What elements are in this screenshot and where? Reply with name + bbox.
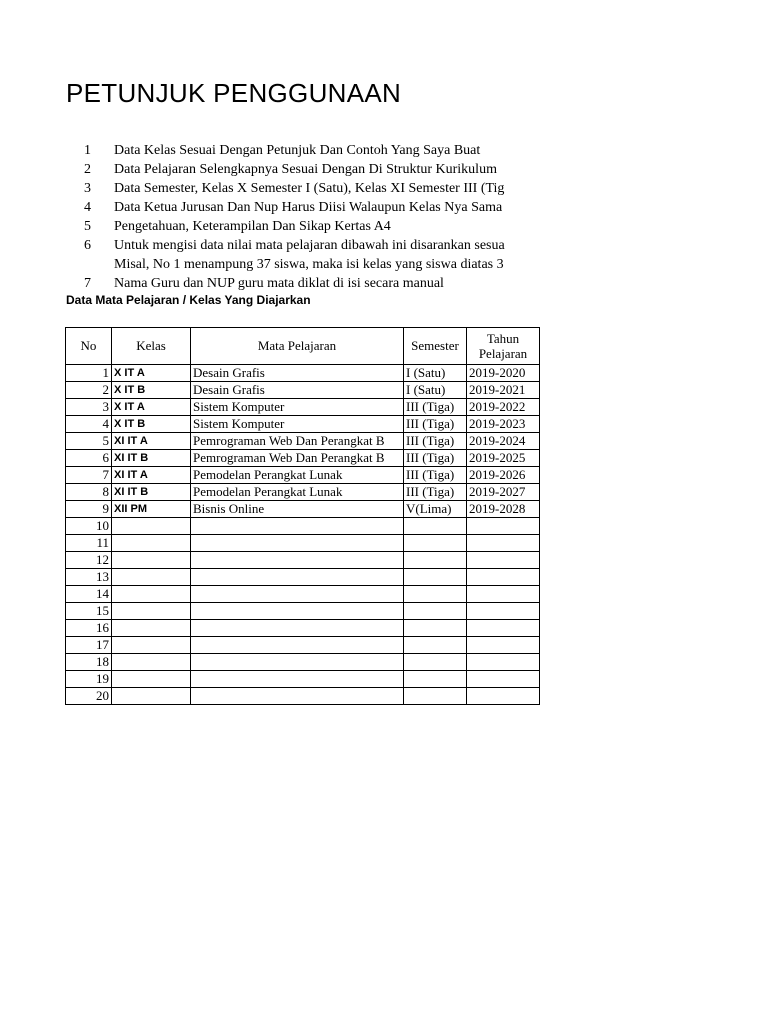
cell-kelas[interactable] bbox=[112, 671, 191, 688]
instruction-number: 3 bbox=[84, 181, 91, 196]
cell-tahun-pelajaran[interactable] bbox=[467, 535, 540, 552]
cell-no[interactable]: 6 bbox=[66, 450, 112, 467]
cell-tahun-pelajaran[interactable] bbox=[467, 552, 540, 569]
cell-tahun-pelajaran[interactable]: 2019-2023 bbox=[467, 416, 540, 433]
cell-kelas[interactable]: XI IT A bbox=[112, 433, 191, 450]
header-kelas: Kelas bbox=[112, 328, 191, 365]
cell-no[interactable]: 2 bbox=[66, 382, 112, 399]
cell-mata-pelajaran[interactable] bbox=[191, 688, 404, 705]
cell-semester[interactable]: III (Tiga) bbox=[404, 467, 467, 484]
header-semester: Semester bbox=[404, 328, 467, 365]
cell-tahun-pelajaran[interactable]: 2019-2020 bbox=[467, 365, 540, 382]
header-tahun-pelajaran bbox=[467, 328, 540, 365]
instruction-text: Pengetahuan, Keterampilan Dan Sikap Kertas A4 bbox=[114, 219, 391, 234]
cell-no[interactable]: 18 bbox=[66, 654, 112, 671]
table-body bbox=[66, 365, 540, 705]
cell-kelas[interactable] bbox=[112, 518, 191, 535]
cell-kelas[interactable]: XI IT B bbox=[112, 450, 191, 467]
cell-semester[interactable]: III (Tiga) bbox=[404, 416, 467, 433]
cell-tahun-pelajaran[interactable]: 2019-2028 bbox=[467, 501, 540, 518]
cell-kelas[interactable]: XI IT A bbox=[112, 467, 191, 484]
cell-semester[interactable] bbox=[404, 620, 467, 637]
table-caption: Data Mata Pelajaran / Kelas Yang Diajarkan bbox=[66, 293, 311, 307]
cell-tahun-pelajaran[interactable] bbox=[467, 637, 540, 654]
cell-mata-pelajaran[interactable] bbox=[191, 620, 404, 637]
cell-tahun-pelajaran[interactable] bbox=[467, 586, 540, 603]
table-row bbox=[66, 399, 540, 416]
table-row bbox=[66, 365, 540, 382]
cell-semester[interactable] bbox=[404, 535, 467, 552]
cell-semester[interactable] bbox=[404, 603, 467, 620]
header-tahun-line2: Pelajaran bbox=[478, 346, 528, 361]
cell-no[interactable]: 9 bbox=[66, 501, 112, 518]
instruction-text: Data Ketua Jurusan Dan Nup Harus Diisi Walaupun Kelas Nya Sama bbox=[114, 200, 503, 215]
cell-semester[interactable] bbox=[404, 552, 467, 569]
table-row bbox=[66, 671, 540, 688]
cell-semester[interactable]: I (Satu) bbox=[404, 365, 467, 382]
cell-tahun-pelajaran[interactable] bbox=[467, 620, 540, 637]
table-row bbox=[66, 586, 540, 603]
cell-kelas[interactable] bbox=[112, 586, 191, 603]
cell-mata-pelajaran[interactable]: Desain Grafis bbox=[191, 365, 404, 382]
table-row bbox=[66, 433, 540, 450]
cell-tahun-pelajaran[interactable] bbox=[467, 654, 540, 671]
table-row bbox=[66, 535, 540, 552]
instruction-number: 4 bbox=[84, 200, 91, 215]
cell-tahun-pelajaran[interactable] bbox=[467, 518, 540, 535]
cell-kelas[interactable] bbox=[112, 620, 191, 637]
cell-no[interactable]: 4 bbox=[66, 416, 112, 433]
cell-no[interactable]: 17 bbox=[66, 637, 112, 654]
cell-kelas[interactable]: X IT A bbox=[112, 399, 191, 416]
table-row bbox=[66, 382, 540, 399]
header-mata-pelajaran: Mata Pelajaran bbox=[191, 328, 404, 365]
cell-no[interactable]: 14 bbox=[66, 586, 112, 603]
table-row bbox=[66, 518, 540, 535]
subject-table bbox=[65, 327, 540, 705]
cell-kelas[interactable] bbox=[112, 552, 191, 569]
cell-kelas[interactable] bbox=[112, 637, 191, 654]
cell-tahun-pelajaran[interactable]: 2019-2024 bbox=[467, 433, 540, 450]
cell-kelas[interactable] bbox=[112, 688, 191, 705]
cell-tahun-pelajaran[interactable] bbox=[467, 671, 540, 688]
cell-kelas[interactable] bbox=[112, 654, 191, 671]
cell-semester[interactable]: III (Tiga) bbox=[404, 450, 467, 467]
cell-no[interactable]: 19 bbox=[66, 671, 112, 688]
cell-mata-pelajaran[interactable] bbox=[191, 637, 404, 654]
instruction-text: Data Kelas Sesuai Dengan Petunjuk Dan Contoh Yang Saya Buat bbox=[114, 143, 481, 158]
cell-mata-pelajaran[interactable] bbox=[191, 671, 404, 688]
table-row bbox=[66, 467, 540, 484]
table-header-row bbox=[66, 328, 540, 365]
cell-kelas[interactable]: X IT B bbox=[112, 416, 191, 433]
cell-mata-pelajaran[interactable] bbox=[191, 552, 404, 569]
cell-semester[interactable] bbox=[404, 518, 467, 535]
cell-tahun-pelajaran[interactable]: 2019-2026 bbox=[467, 467, 540, 484]
cell-tahun-pelajaran[interactable]: 2019-2025 bbox=[467, 450, 540, 467]
cell-no[interactable]: 1 bbox=[66, 365, 112, 382]
cell-no[interactable]: 3 bbox=[66, 399, 112, 416]
cell-mata-pelajaran[interactable] bbox=[191, 518, 404, 535]
cell-semester[interactable] bbox=[404, 654, 467, 671]
instruction-number: 7 bbox=[84, 276, 91, 291]
cell-semester[interactable] bbox=[404, 671, 467, 688]
cell-mata-pelajaran[interactable]: Pemrograman Web Dan Perangkat B bbox=[191, 433, 404, 450]
cell-kelas[interactable]: XI IT B bbox=[112, 484, 191, 501]
cell-no[interactable]: 10 bbox=[66, 518, 112, 535]
cell-tahun-pelajaran[interactable] bbox=[467, 688, 540, 705]
table-row bbox=[66, 654, 540, 671]
header-no: No bbox=[66, 328, 112, 365]
instruction-text: Data Pelajaran Selengkapnya Sesuai Dengan Di Struktur Kurikulum bbox=[114, 162, 497, 177]
cell-tahun-pelajaran[interactable]: 2019-2022 bbox=[467, 399, 540, 416]
table-row bbox=[66, 688, 540, 705]
table-row bbox=[66, 484, 540, 501]
cell-semester[interactable]: V(Lima) bbox=[404, 501, 467, 518]
cell-mata-pelajaran[interactable]: Desain Grafis bbox=[191, 382, 404, 399]
cell-no[interactable]: 8 bbox=[66, 484, 112, 501]
instruction-text: Misal, No 1 menampung 37 siswa, maka isi kelas yang siswa diatas 3 bbox=[114, 257, 504, 272]
cell-semester[interactable] bbox=[404, 637, 467, 654]
cell-kelas[interactable] bbox=[112, 603, 191, 620]
cell-semester[interactable]: III (Tiga) bbox=[404, 433, 467, 450]
cell-semester[interactable]: I (Satu) bbox=[404, 382, 467, 399]
cell-semester[interactable]: III (Tiga) bbox=[404, 484, 467, 501]
table-row bbox=[66, 450, 540, 467]
page-title: PETUNJUK PENGGUNAAN bbox=[66, 78, 402, 108]
cell-no[interactable]: 16 bbox=[66, 620, 112, 637]
cell-mata-pelajaran[interactable]: Bisnis Online bbox=[191, 501, 404, 518]
table-row bbox=[66, 552, 540, 569]
cell-mata-pelajaran[interactable] bbox=[191, 569, 404, 586]
cell-kelas[interactable] bbox=[112, 569, 191, 586]
instruction-text: Data Semester, Kelas X Semester I (Satu), Kelas XI Semester III (Tig bbox=[114, 181, 505, 196]
cell-tahun-pelajaran[interactable]: 2019-2021 bbox=[467, 382, 540, 399]
cell-tahun-pelajaran[interactable]: 2019-2027 bbox=[467, 484, 540, 501]
cell-semester[interactable] bbox=[404, 586, 467, 603]
table-row bbox=[66, 416, 540, 433]
cell-kelas[interactable] bbox=[112, 535, 191, 552]
cell-no[interactable]: 13 bbox=[66, 569, 112, 586]
cell-no[interactable]: 12 bbox=[66, 552, 112, 569]
cell-mata-pelajaran[interactable] bbox=[191, 535, 404, 552]
cell-tahun-pelajaran[interactable] bbox=[467, 603, 540, 620]
cell-semester[interactable] bbox=[404, 569, 467, 586]
cell-no[interactable]: 20 bbox=[66, 688, 112, 705]
cell-kelas[interactable]: XII PM bbox=[112, 501, 191, 518]
cell-mata-pelajaran[interactable]: Pemodelan Perangkat Lunak bbox=[191, 484, 404, 501]
instruction-number: 5 bbox=[84, 219, 91, 234]
table-row bbox=[66, 637, 540, 654]
cell-kelas[interactable]: X IT B bbox=[112, 382, 191, 399]
cell-semester[interactable] bbox=[404, 688, 467, 705]
cell-no[interactable]: 11 bbox=[66, 535, 112, 552]
table-row bbox=[66, 620, 540, 637]
cell-mata-pelajaran[interactable] bbox=[191, 603, 404, 620]
instruction-text: Nama Guru dan NUP guru mata diklat di isi secara manual bbox=[114, 276, 444, 291]
instruction-number: 1 bbox=[84, 143, 91, 158]
cell-mata-pelajaran[interactable] bbox=[191, 586, 404, 603]
instruction-number: 6 bbox=[84, 238, 91, 253]
cell-mata-pelajaran[interactable]: Pemodelan Perangkat Lunak bbox=[191, 467, 404, 484]
instruction-text: Untuk mengisi data nilai mata pelajaran dibawah ini disarankan sesua bbox=[114, 238, 505, 253]
cell-mata-pelajaran[interactable] bbox=[191, 654, 404, 671]
instruction-number: 2 bbox=[84, 162, 91, 177]
cell-semester[interactable]: III (Tiga) bbox=[404, 399, 467, 416]
header-tahun-line1: Tahun bbox=[486, 331, 520, 346]
cell-mata-pelajaran[interactable]: Pemrograman Web Dan Perangkat B bbox=[191, 450, 404, 467]
cell-no[interactable]: 5 bbox=[66, 433, 112, 450]
cell-mata-pelajaran[interactable]: Sistem Komputer bbox=[191, 399, 404, 416]
cell-no[interactable]: 7 bbox=[66, 467, 112, 484]
table-row bbox=[66, 603, 540, 620]
cell-tahun-pelajaran[interactable] bbox=[467, 569, 540, 586]
cell-no[interactable]: 15 bbox=[66, 603, 112, 620]
table-row bbox=[66, 569, 540, 586]
cell-mata-pelajaran[interactable]: Sistem Komputer bbox=[191, 416, 404, 433]
cell-kelas[interactable]: X IT A bbox=[112, 365, 191, 382]
table-row bbox=[66, 501, 540, 518]
